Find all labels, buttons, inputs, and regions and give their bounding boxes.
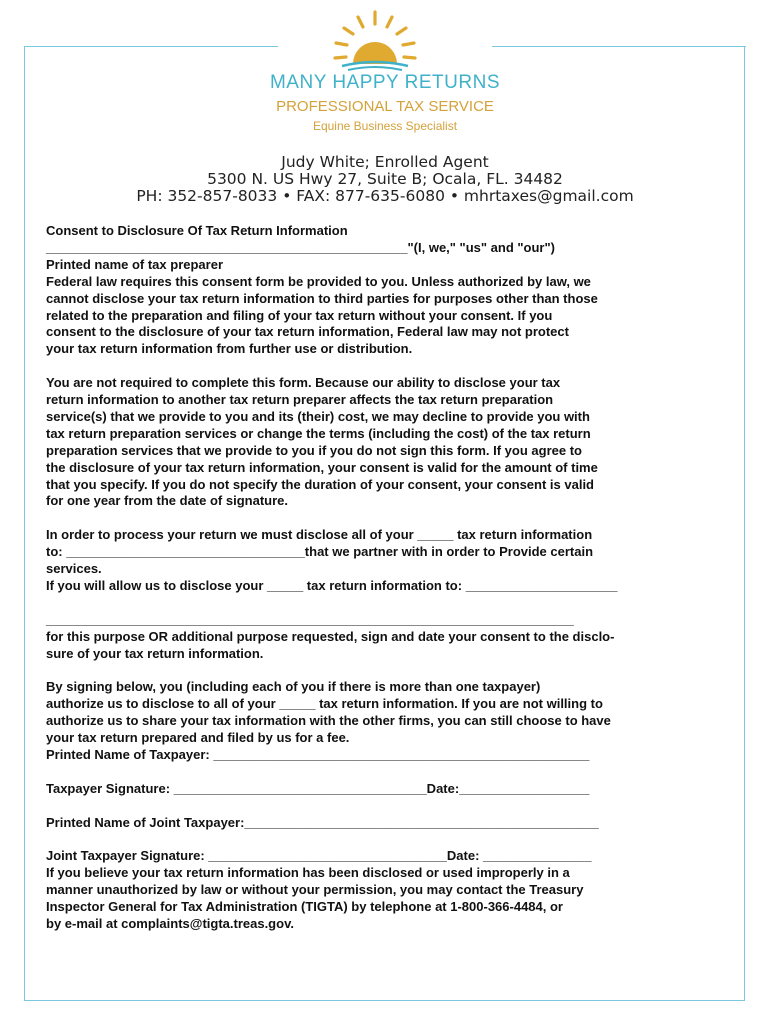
taxpayer-printed-name-field: Printed Name of Taxpayer: ____________________________________________________	[46, 747, 590, 763]
text-line: authorize us to share your tax information with the other firms, you can still choose to have	[46, 713, 611, 729]
partner-line: to: _________________________________that we partner with in order to Provide certain	[46, 544, 594, 560]
preparer-name-caption: Printed name of tax preparer	[46, 256, 223, 272]
text-line: the disclosure of your tax return information, your consent is valid for the amount of time	[46, 459, 598, 475]
text-line: manner unauthorized by law or without your permission, you may contact the Treasury	[46, 882, 584, 898]
disclose-to-line: If you will allow us to disclose your _____ tax return information to: _____________________	[46, 578, 618, 593]
brand-name: MANY HAPPY RETURNS	[269, 72, 500, 93]
agent-name: Judy White; Enrolled Agent	[281, 153, 489, 171]
joint-taxpayer-signature-field: Joint Taxpayer Signature: _________________________________Date: _______________	[46, 848, 592, 864]
contact-info: PH: 352-857-8033 • FAX: 877-635-6080 • mhrtaxes@gmail.com	[136, 187, 634, 205]
text-line: for this purpose OR additional purpose requested, sign and date your consent to the disclo-	[46, 628, 615, 644]
spacer	[46, 510, 718, 527]
text-line: sure of your tax return information.	[46, 645, 264, 661]
text-line: tax return preparation services or change the terms (including the cost) of the tax return	[46, 425, 591, 441]
frame-border-bottom	[24, 1000, 745, 1001]
brand-service: PROFESSIONAL TAX SERVICE	[276, 98, 494, 115]
frame-border-top-left	[24, 46, 278, 47]
text-line: consent to the disclosure of your tax return information, Federal law may not protect	[46, 324, 569, 340]
frame-border-top-right	[492, 46, 746, 47]
form-title: Consent to Disclosure Of Tax Return Information	[46, 223, 348, 238]
tigta-email-line: by e-mail at complaints@tigta.treas.gov.	[46, 916, 294, 932]
text-line: If you believe your tax return information has been disclosed or used improperly in a	[46, 865, 570, 881]
spacer	[46, 663, 718, 680]
text-line: that you specify. If you do not specify the duration of your consent, your consent is valid	[46, 476, 594, 492]
brand-tagline: Equine Business Specialist	[312, 119, 458, 133]
text-line: your tax return prepared and filed by us for a fee.	[46, 730, 350, 746]
spacer	[46, 798, 718, 815]
spacer	[46, 358, 718, 375]
blank-line: _________________________________________________________________________	[46, 611, 574, 627]
text-line: By signing below, you (including each of you if there is more than one taxpayer)	[46, 679, 541, 695]
text-line: return information to another tax return preparer affects the tax return preparation	[46, 392, 554, 408]
office-address: 5300 N. US Hwy 27, Suite B; Ocala, FL. 34482	[207, 170, 563, 188]
consent-form-body	[46, 223, 718, 933]
spacer	[46, 832, 718, 849]
disclose-all-line: In order to process your return we must disclose all of your _____ tax return information	[46, 527, 593, 543]
spacer	[46, 764, 718, 781]
text-line: cannot disclose your tax return information to third parties for purposes other than those	[46, 290, 598, 306]
joint-taxpayer-printed-name-field: Printed Name of Joint Taxpayer:_________________________________________________	[46, 814, 599, 830]
spacer	[46, 595, 718, 612]
text-line: authorize us to disclose to all of your _____ tax return information. If you are not willing to	[46, 696, 603, 712]
taxpayer-signature-field: Taxpayer Signature: ___________________________________Date:__________________	[46, 780, 590, 796]
text-line: service(s) that we provide to you and its (their) cost, we may decline to provide you with	[46, 408, 590, 424]
text-line: services.	[46, 561, 102, 577]
text-line: You are not required to complete this form. Because our ability to disclose your tax	[46, 375, 561, 391]
tigta-phone-line: Inspector General for Tax Administration (TIGTA) by telephone at 1-800-366-4484, or	[46, 899, 563, 915]
preparer-name-line: __________________________________________________"(I, we," "us" and "our")	[46, 239, 555, 255]
text-line: for one year from the date of signature.	[46, 493, 288, 509]
text-line: related to the preparation and filing of your tax return without your consent. If you	[46, 307, 553, 323]
text-line: preparation services that we provide to you if you do not sign this form. If you agree to	[46, 442, 582, 458]
sun-icon	[332, 8, 418, 72]
text-line: your tax return information from further use or distribution.	[46, 341, 413, 357]
text-line: Federal law requires this consent form be provided to you. Unless authorized by law, we	[46, 273, 591, 289]
